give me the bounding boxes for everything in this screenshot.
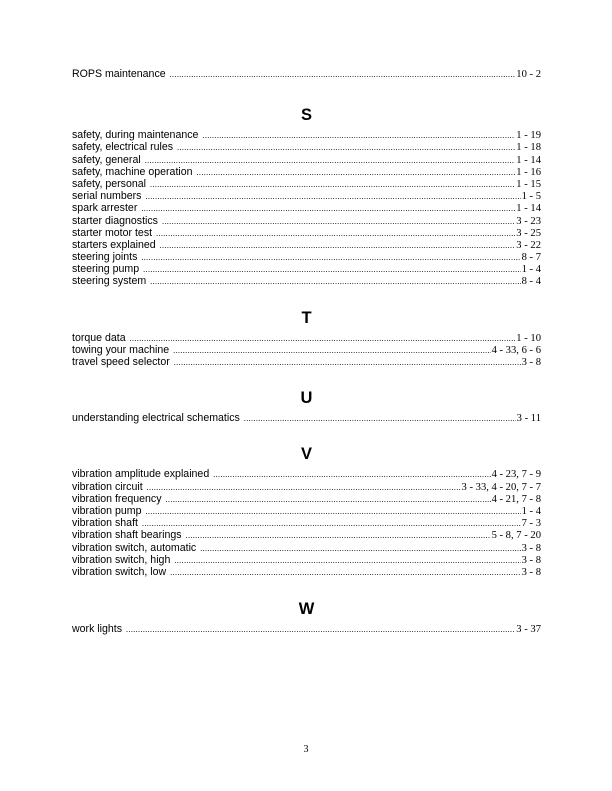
index-pages: 5 - 8, 7 - 20 — [491, 530, 541, 542]
index-term: safety, general — [72, 153, 141, 166]
index-pages: 7 - 3 — [521, 518, 541, 530]
index-entry — [72, 505, 541, 517]
dot-leader — [170, 69, 516, 81]
index-term: towing your machine — [72, 343, 170, 356]
index-pages: 3 - 22 — [516, 239, 541, 251]
index-term: vibration switch, high — [72, 553, 171, 566]
dot-leader — [200, 543, 520, 555]
index-entry — [72, 166, 541, 178]
dot-leader — [170, 567, 520, 579]
index-term: vibration switch, low — [72, 565, 167, 578]
index-pages: 8 - 4 — [521, 276, 541, 288]
index-term: steering system — [72, 275, 147, 288]
index-pages: 1 - 14 — [516, 203, 541, 215]
dot-leader — [145, 155, 516, 167]
index-entry — [72, 481, 541, 493]
index-entry — [72, 263, 541, 275]
index-entry — [72, 529, 541, 541]
page-number: 3 — [303, 744, 309, 755]
dot-leader — [186, 530, 491, 542]
index-term: work lights — [72, 623, 123, 636]
index-entry — [72, 178, 541, 190]
index-pages: 1 - 15 — [516, 178, 541, 190]
index-entry — [72, 190, 541, 202]
index-term: vibration amplitude explained — [72, 468, 210, 481]
index-term: vibration switch, automatic — [72, 541, 197, 554]
dot-leader — [141, 203, 515, 215]
index-entry-rops-maintenance — [72, 68, 541, 80]
index-term: understanding electrical schematics — [72, 412, 240, 425]
dot-leader — [174, 555, 520, 567]
index-entry — [72, 141, 541, 153]
index-term: vibration circuit — [72, 480, 143, 493]
index-pages: 4 - 21, 7 - 8 — [491, 493, 541, 505]
dot-leader — [130, 333, 516, 345]
index-term: starters explained — [72, 238, 156, 251]
dot-leader — [156, 228, 515, 240]
index-pages: 4 - 23, 7 - 9 — [491, 469, 541, 481]
dot-leader — [173, 345, 490, 357]
index-term: safety, personal — [72, 177, 147, 190]
section-letter-t: T — [301, 308, 312, 327]
dot-leader — [213, 469, 490, 481]
dot-leader — [147, 482, 461, 494]
index-pages: 3 - 33, 4 - 20, 7 - 7 — [461, 481, 541, 493]
index-entry — [72, 251, 541, 263]
index-entry — [72, 129, 541, 141]
section-letter-v: V — [300, 445, 312, 464]
index-term: spark arrester — [72, 202, 138, 215]
dot-leader — [166, 494, 491, 506]
dot-leader — [160, 240, 516, 252]
index-term: vibration frequency — [72, 492, 162, 505]
index-term: travel speed selector — [72, 356, 170, 368]
index-entry — [72, 566, 541, 578]
dot-leader — [126, 624, 515, 636]
index-pages: 3 - 25 — [516, 227, 541, 239]
index-pages: 1 - 5 — [521, 191, 541, 203]
index-term: vibration pump — [72, 504, 142, 517]
dot-leader — [174, 357, 521, 369]
index-entry — [72, 344, 541, 356]
index-pages: 3 - 8 — [521, 566, 541, 578]
dot-leader — [142, 518, 521, 530]
dot-leader — [150, 179, 515, 191]
index-pages: 1 - 4 — [521, 505, 541, 517]
dot-leader — [141, 252, 520, 264]
section-letter-s: S — [300, 106, 312, 125]
index-entry — [72, 215, 541, 227]
index-pages: 10 - 2 — [516, 69, 541, 80]
section-letter-w: W — [298, 600, 315, 619]
index-term: steering joints — [72, 251, 138, 264]
index-term: safety, during maintenance — [72, 129, 199, 142]
index-entry — [72, 202, 541, 214]
index-list — [72, 68, 541, 635]
dot-leader — [202, 130, 515, 142]
index-term: safety, machine operation — [72, 165, 193, 178]
index-entry — [72, 275, 541, 287]
index-term: vibration shaft — [72, 517, 138, 530]
dot-leader — [177, 142, 515, 154]
index-term: ROPS maintenance — [72, 68, 166, 80]
dot-leader — [145, 191, 520, 203]
index-entry — [72, 468, 541, 480]
index-pages: 1 - 10 — [516, 332, 541, 344]
index-pages: 4 - 33, 6 - 6 — [491, 344, 541, 356]
index-term: serial numbers — [72, 190, 142, 203]
index-entry — [72, 623, 541, 635]
index-term: steering pump — [72, 263, 140, 276]
dot-leader — [143, 264, 520, 276]
index-pages: 3 - 8 — [521, 554, 541, 566]
index-pages: 1 - 14 — [516, 154, 541, 166]
index-entry — [72, 412, 541, 424]
index-pages: 8 - 7 — [521, 252, 541, 264]
dot-leader — [197, 167, 516, 179]
index-entry — [72, 154, 541, 166]
index-term: vibration shaft bearings — [72, 529, 182, 542]
index-entry — [72, 542, 541, 554]
section-letter-u: U — [300, 389, 313, 408]
index-pages: 3 - 8 — [521, 357, 541, 368]
dot-leader — [150, 276, 520, 288]
index-pages: 1 - 4 — [521, 264, 541, 276]
index-entry — [72, 554, 541, 566]
dot-leader — [162, 216, 515, 228]
index-entry — [72, 356, 541, 368]
index-entry — [72, 227, 541, 239]
index-pages: 3 - 8 — [521, 542, 541, 554]
index-entry — [72, 493, 541, 505]
index-term: starter motor test — [72, 226, 153, 239]
index-pages: 3 - 11 — [516, 413, 541, 425]
index-entry — [72, 239, 541, 251]
dot-leader — [146, 506, 521, 518]
index-pages: 1 - 18 — [516, 142, 541, 154]
index-term: safety, electrical rules — [72, 141, 174, 154]
index-pages: 1 - 16 — [516, 166, 541, 178]
index-pages: 1 - 19 — [516, 130, 541, 142]
index-pages: 3 - 23 — [516, 215, 541, 227]
dot-leader — [244, 413, 516, 425]
index-entry — [72, 517, 541, 529]
index-term: torque data — [72, 331, 126, 344]
index-pages: 3 - 37 — [516, 624, 541, 636]
index-term: starter diagnostics — [72, 214, 158, 227]
index-entry — [72, 332, 541, 344]
